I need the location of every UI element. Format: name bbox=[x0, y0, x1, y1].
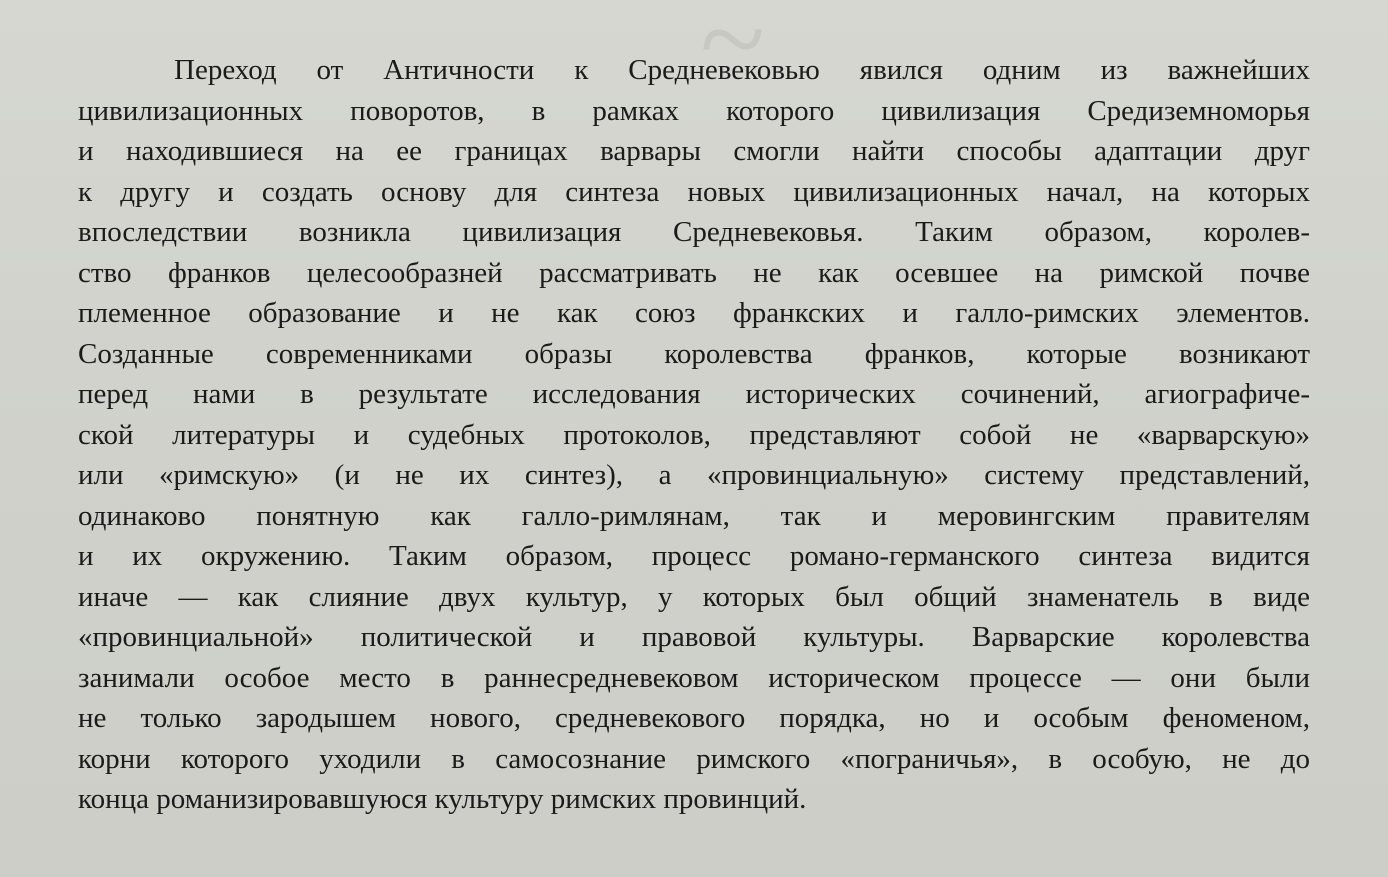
text-line: Переход от Античности к Средневековью явился одним из важнейших bbox=[174, 54, 1310, 86]
text-line: не только зародышем нового, средневекового порядка, но и особым феноменом, bbox=[78, 702, 1310, 734]
text-line: занимали особое место в раннесредневековом историческом процессе — они были bbox=[78, 661, 1310, 694]
text-line: и их окружению. Таким образом, процесс романо-германского синтеза видится bbox=[78, 540, 1310, 572]
text-line: конца романизировавшуюся культуру римских провинций. bbox=[78, 783, 807, 815]
text-line: ской литературы и судебных протоколов, представляют собой не «варварскую» bbox=[78, 418, 1310, 451]
text-line: перед нами в результате исследования исторических сочинений, агиографиче- bbox=[78, 378, 1310, 410]
text-line: «провинциальной» политической и правовой культуры. Варварские королевства bbox=[78, 621, 1310, 653]
text-line: цивилизационных поворотов, в рамках которого цивилизация Средиземноморья bbox=[78, 94, 1310, 127]
text-line: или «римскую» (и не их синтез), а «провинциальную» систему представлений, bbox=[78, 459, 1310, 491]
text-line: к другу и создать основу для синтеза новых цивилизационных начал, на которых bbox=[78, 175, 1310, 208]
text-line: иначе — как слияние двух культур, у которых был общий знаменатель в виде bbox=[78, 580, 1310, 613]
text-line: Созданные современниками образы королевства франков, которые возникают bbox=[78, 337, 1310, 370]
show-through-text: ~ bbox=[700, 0, 769, 105]
text-line: ство франков целесообразней рассматривать не как осевшее на римской почве bbox=[78, 256, 1310, 289]
text-line: одинаково понятную как галло-римлянам, так и меровингским правителям bbox=[78, 499, 1310, 532]
text-line: впоследствии возникла цивилизация Средневековья. Таким образом, королев- bbox=[78, 216, 1310, 248]
text-line: племенное образование и не как союз франкских и галло-римских элементов. bbox=[78, 297, 1310, 329]
paragraph bbox=[78, 50, 1310, 820]
text-line: корни которого уходили в самосознание римского «пограничья», в особую, не до bbox=[78, 742, 1310, 775]
text-line: и находившиеся на ее границах варвары смогли найти способы адаптации друг bbox=[78, 135, 1310, 167]
